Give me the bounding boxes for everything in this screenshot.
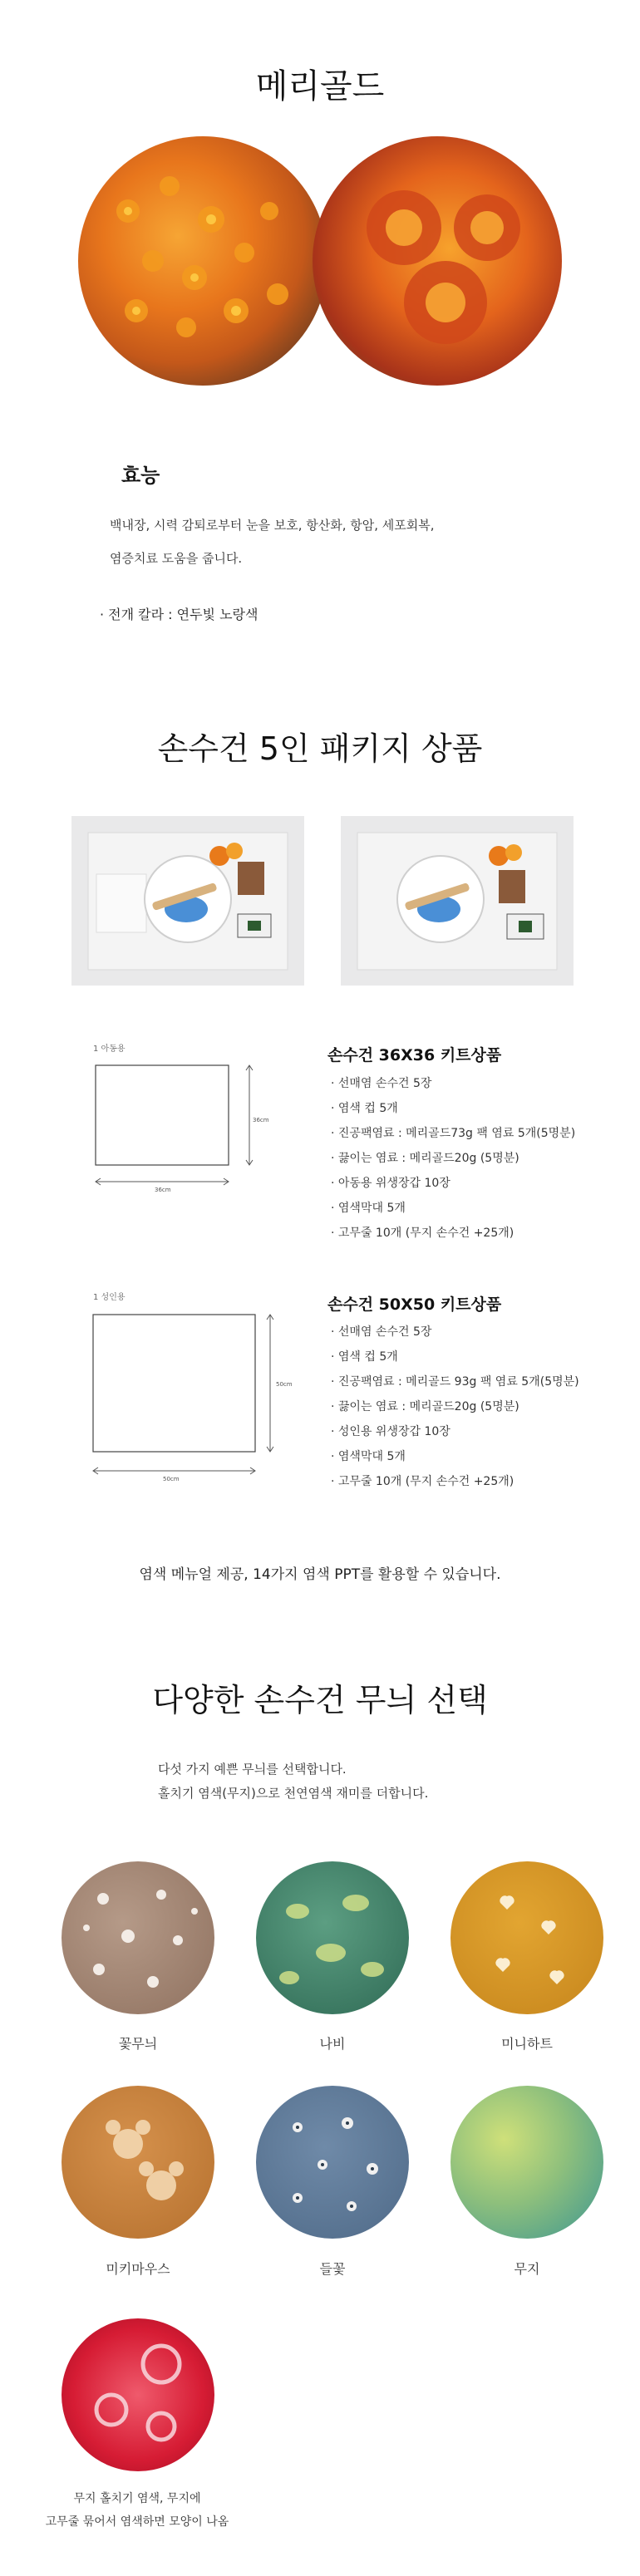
kit2-item: · 염색막대 5개 [331, 1450, 406, 1463]
kit1-diagram-label: 1 아동용 [93, 1045, 126, 1054]
pattern-mickey-swatch[interactable] [62, 2086, 214, 2239]
kit2-item: · 진공팩염료 : 메리골드 93g 팩 염료 5개(5명분) [331, 1375, 579, 1389]
pattern-wildflower-label: 들꽃 [319, 2261, 346, 2277]
kit1-title: 손수건 36X36 키트상품 [327, 1046, 502, 1064]
kit1-item: · 고무줄 10개 (무지 손수건 +25개) [331, 1227, 514, 1240]
package-title: 손수건 5인 패키지 상품 [157, 730, 483, 767]
kit1-item: · 선매염 손수건 5장 [331, 1077, 432, 1090]
manual-note: 염색 메뉴얼 제공, 14가지 염색 PPT를 활용할 수 있습니다. [139, 1566, 501, 1583]
pattern-mickey-label: 미키마우스 [106, 2261, 170, 2277]
pattern-wildflower-swatch[interactable] [256, 2086, 409, 2239]
kit2-item: · 고무줄 10개 (무지 손수건 +25개) [331, 1475, 514, 1488]
page-title: 메리골드 [255, 67, 385, 106]
kit2-item: · 염색 컵 5개 [331, 1350, 398, 1364]
kit1-width-label: 36cm [155, 1187, 171, 1193]
tie-dye-note-line1: 무지 홀치기 염색, 무지에 [73, 2492, 201, 2505]
kit-photo-left [71, 816, 304, 986]
kit1-height-label: 36cm [253, 1117, 269, 1123]
pattern-flower-label: 꽃무늬 [118, 2036, 158, 2052]
kit1-items [331, 1071, 575, 1246]
patterns-intro-line2: 홀치기 염색(무지)으로 천연염색 재미를 더합니다. [158, 1786, 429, 1801]
kit1-item: · 염색 컵 5개 [331, 1102, 398, 1115]
pattern-mini-heart-label: 미니하트 [501, 2036, 553, 2052]
patterns-intro-line1: 다섯 가지 예쁜 무늬를 선택합니다. [158, 1762, 347, 1777]
kit2-items [331, 1320, 579, 1494]
kit2-width-label: 50cm [163, 1476, 180, 1482]
efficacy-text-line1: 백내장, 시력 감퇴로부터 눈을 보호, 항산화, 항암, 세포회복, [110, 518, 435, 533]
kit1-item: · 진공팩염료 : 메리골드73g 팩 염료 5개(5명분) [331, 1127, 576, 1140]
efficacy-text-line2: 염증치료 도움을 줍니다. [110, 551, 243, 566]
kit1-diagram [83, 1055, 266, 1197]
kit1-item: · 염색막대 5개 [331, 1202, 406, 1215]
kit1-item: · 아동용 위생장갑 10장 [331, 1177, 450, 1190]
patterns-title: 다양한 손수건 무늬 선택 [152, 1682, 488, 1718]
efficacy-heading: 효능 [121, 464, 160, 487]
kit2-height-label: 50cm [276, 1381, 293, 1388]
pattern-mini-heart-swatch[interactable] [450, 1861, 603, 2014]
color-note: · 전개 칼라 : 연두빛 노랑색 [100, 607, 258, 622]
kit1-item: · 끓이는 염료 : 메리골드20g (5명분) [331, 1152, 519, 1165]
pattern-plain-swatch[interactable] [450, 2086, 603, 2239]
kit2-item: · 성인용 위생장갑 10장 [331, 1425, 450, 1438]
pattern-butterfly-label: 나비 [319, 2036, 346, 2052]
kit2-item: · 선매염 손수건 5장 [331, 1325, 432, 1339]
pattern-flower-swatch[interactable] [62, 1861, 214, 2014]
tie-dye-swatch [62, 2318, 214, 2471]
kit2-item: · 끓이는 염료 : 메리골드20g (5명분) [331, 1400, 519, 1413]
marigold-dried-image [78, 136, 327, 386]
pattern-plain-label: 무지 [514, 2261, 540, 2277]
kit2-diagram-label: 1 성인용 [93, 1293, 126, 1302]
pattern-butterfly-swatch[interactable] [256, 1861, 409, 2014]
kit-photo-right [341, 816, 574, 986]
kit2-diagram [83, 1305, 283, 1504]
kit2-title: 손수건 50X50 키트상품 [327, 1295, 502, 1314]
tie-dye-note-line2: 고무줄 묶어서 염색하면 모양이 나옴 [45, 2515, 229, 2529]
marigold-flower-image [313, 136, 562, 386]
